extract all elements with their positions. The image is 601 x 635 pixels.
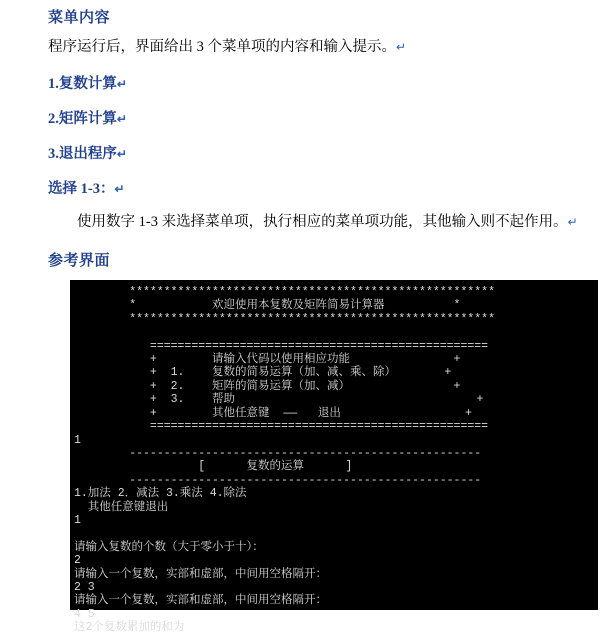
console-line: ---------------------------------------------------: [74, 473, 482, 487]
console-line: + 其他任意键 —— 退出 +: [74, 406, 472, 420]
menu-item-1-label: 1.复数计算: [48, 76, 117, 93]
pilcrow-icon: ↵: [116, 77, 127, 92]
console-screenshot: [70, 280, 598, 635]
console-line: *****************************************************: [74, 312, 495, 326]
pilcrow-icon: ↵: [116, 112, 127, 127]
console-line: =================================================: [74, 420, 489, 434]
console-line: 1: [74, 513, 81, 527]
console-line: 这2个复数累加的和为: [74, 621, 185, 635]
console-line: ---------------------------------------------------: [74, 446, 482, 460]
console-line: [ 复数的运算 ]: [74, 460, 353, 474]
console-line: 1.加法 2．减法 3.乘法 4.除法: [74, 487, 247, 501]
menu-item-2: [48, 107, 591, 128]
console-line: 2 3: [74, 580, 95, 594]
console-line: [74, 326, 594, 339]
intro-paragraph: [48, 37, 591, 58]
console-line: + 2. 矩阵的简易运算（加、减） +: [74, 379, 461, 393]
usage-note-text: 使用数字 1-3 来选择菜单项，执行相应的菜单项功能，其他输入则不起作用。: [77, 214, 568, 231]
reference-title-text: 参考界面: [48, 253, 111, 270]
page-title: [48, 6, 591, 27]
page-title-text: 菜单内容: [48, 10, 111, 26]
pilcrow-icon: ↵: [116, 147, 127, 162]
reference-title: [48, 249, 591, 270]
pilcrow-icon: ↵: [114, 182, 125, 197]
pilcrow-icon: ↵: [567, 215, 578, 230]
pilcrow-icon: ↵: [396, 40, 407, 54]
menu-item-3: [48, 142, 591, 163]
menu-item-1: [48, 72, 591, 93]
console-line: =================================================: [74, 339, 489, 353]
console-line: [74, 527, 594, 540]
console-line: *****************************************************: [74, 286, 495, 300]
menu-prompt-label: 选择 1-3：: [48, 181, 115, 198]
console-line: + 3. 帮助 +: [74, 393, 484, 407]
console-line: * 欢迎使用本复数及矩阵简易计算器 *: [74, 299, 461, 313]
menu-prompt: [48, 177, 591, 198]
console-line: 2: [74, 554, 81, 568]
menu-item-2-label: 2.矩阵计算: [48, 111, 117, 128]
usage-note-paragraph: [48, 212, 591, 233]
console-line: 1: [74, 433, 81, 447]
console-line: 请输入一个复数，实部和虚部，中间用空格隔开：: [74, 594, 327, 608]
console-line: 请输入复数的个数（大于零小于十）：: [74, 540, 264, 554]
console-line: 请输入一个复数，实部和虚部，中间用空格隔开：: [74, 567, 327, 581]
intro-text: 程序运行后，界面给出 3 个菜单项的内容和输入提示。: [48, 39, 396, 55]
console-line: + 1. 复数的简易运算（加、减、乘、除） +: [74, 366, 452, 380]
console-line: + 请输入代码以使用相应功能 +: [74, 353, 461, 367]
console-line: 其他任意键退出: [74, 500, 169, 514]
console-line: 4 5: [74, 607, 95, 621]
menu-item-3-label: 3.退出程序: [48, 146, 117, 163]
